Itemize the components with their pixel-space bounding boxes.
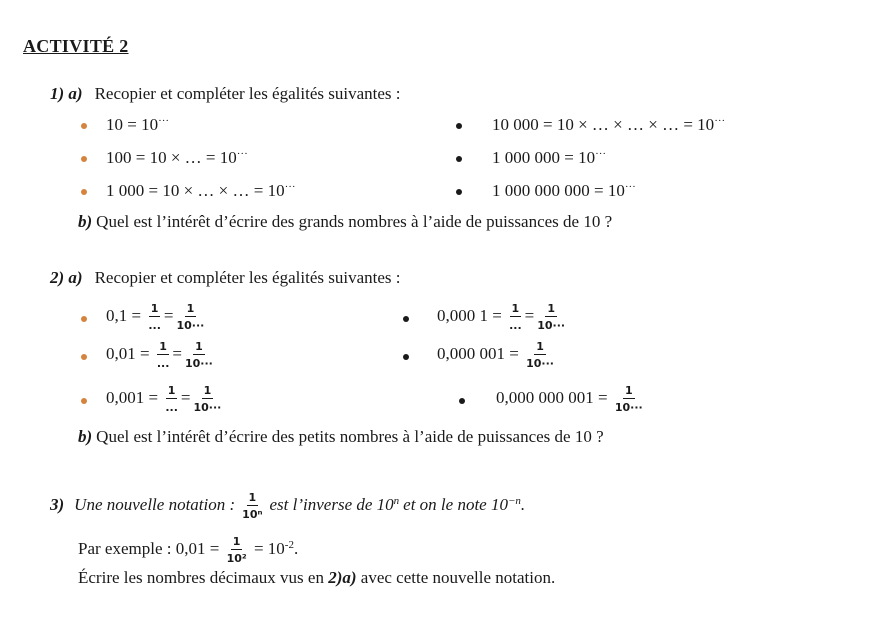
- part2-heading: [50, 268, 400, 288]
- p2-left-eq-1: 0,1 = $\frac{1}{...}$ = $\frac{1}{10\cdot\cdot\cdot}$: [106, 302, 205, 333]
- part2-instruction: Recopier et compléter les égalités suivantes :: [94, 268, 401, 287]
- p1-left-eq-2: 100 = 10 × … = 10···: [106, 148, 248, 167]
- bullet-icon: [456, 189, 462, 195]
- part1-b: b) Quel est l’intérêt d’écrire des grands nombres à l’aide de puissances de 10 ?: [78, 212, 613, 231]
- part1-label: 1) a): [50, 84, 83, 103]
- p1-left-eq-3: 1 000 = 10 × … × … = 10···: [106, 181, 296, 200]
- part1-heading: [50, 84, 400, 104]
- part3-label: 3): [50, 495, 65, 514]
- part2-b: b) Quel est l’intérêt d’écrire des petits nombres à l’aide de puissances de 10 ?: [78, 427, 604, 446]
- p2-left-eq-3: 0,001 = $\frac{1}{...}$ = $\frac{1}{10\cdot\cdot\cdot}$: [106, 384, 222, 415]
- bullet-icon: [81, 156, 87, 162]
- p2-right-eq-3: 0,000 000 001 = $\frac{1}{10\cdot\cdot\cdot}$: [496, 384, 643, 415]
- bullet-icon: [81, 189, 87, 195]
- bullet-icon: [456, 156, 462, 162]
- part2-label: 2) a): [50, 268, 83, 287]
- part1-instruction: Recopier et compléter les égalités suivantes :: [94, 84, 401, 103]
- p2-right-eq-2: 0,000 001 = $\frac{1}{10\cdot\cdot\cdot}$: [437, 340, 554, 371]
- part3-example: Par exemple : 0,01 = $\frac{1}{\text{10²}}$ = $10^{-2}$.: [78, 535, 299, 566]
- p1-left-eq-1: 10 = 10···: [106, 115, 170, 134]
- bullet-icon: [81, 398, 87, 404]
- bullet-icon: [403, 354, 409, 360]
- part3-heading: 3) Une nouvelle notation : $\frac{1}{\text{10ⁿ}}$ est l’inverse de 10$^n$ et on le note $10^{-n}$.: [50, 491, 526, 522]
- p1-right-eq-3: 1 000 000 000 = 10···: [492, 181, 636, 200]
- bullet-icon: [456, 123, 462, 129]
- activity-title: ACTIVITÉ 2: [23, 36, 129, 56]
- bullet-icon: [459, 398, 465, 404]
- part3-final: Écrire les nombres décimaux vus en 2)a) avec cette nouvelle notation.: [78, 568, 556, 587]
- bullet-icon: [81, 123, 87, 129]
- p2-left-eq-2: 0,01 = $\frac{1}{...}$ = $\frac{1}{10\cdot\cdot\cdot}$: [106, 340, 213, 371]
- bullet-icon: [81, 354, 87, 360]
- p1-right-eq-1: 10 000 = 10 × … × … × … = 10···: [492, 115, 726, 134]
- bullet-icon: [403, 316, 409, 322]
- p1-right-eq-2: 1 000 000 = 10···: [492, 148, 607, 167]
- p2-right-eq-1: 0,000 1 = $\frac{1}{...}$ = $\frac{1}{10\cdot\cdot\cdot}$: [437, 302, 566, 333]
- bullet-icon: [81, 316, 87, 322]
